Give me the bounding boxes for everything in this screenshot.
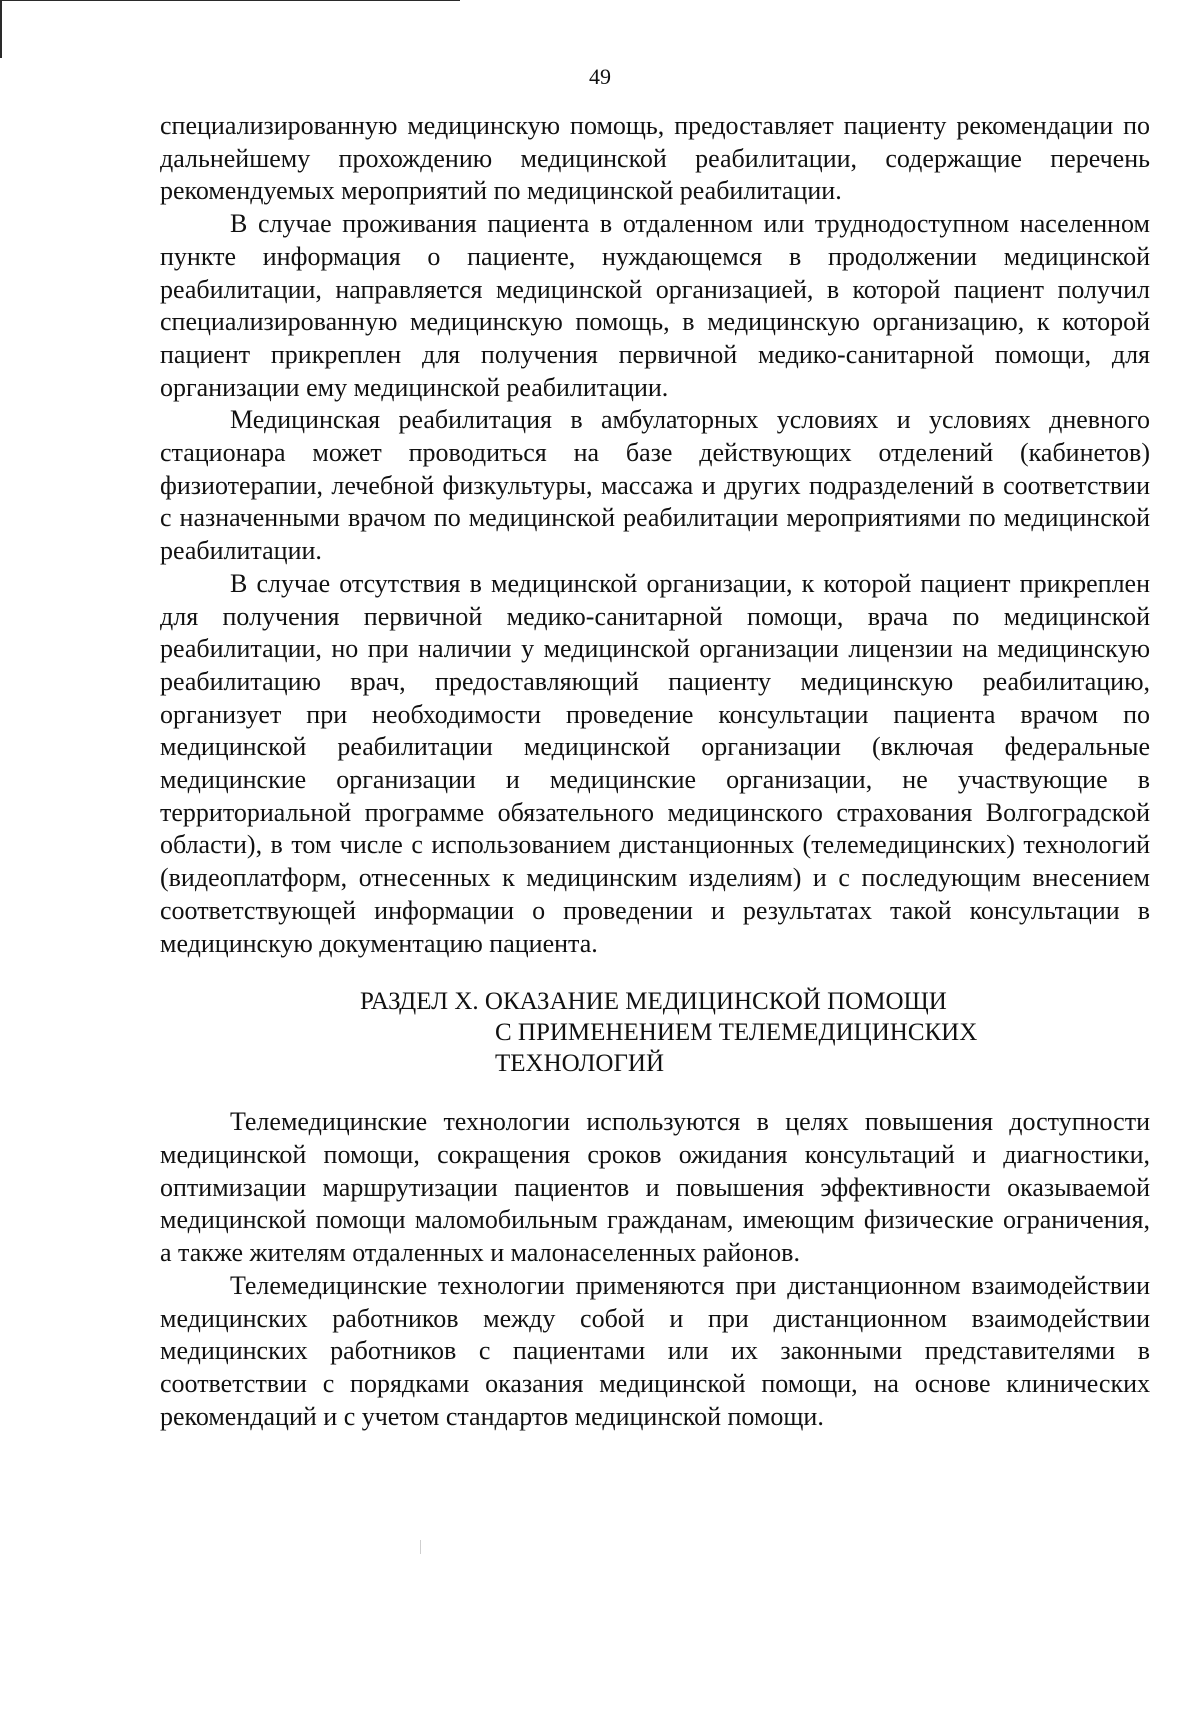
section-heading — [160, 986, 1150, 1079]
scan-border-left — [0, 0, 2, 58]
paragraph-outpatient-rehab: Медицинская реабилитация в амбулаторных условиях и условиях дневного стационара может проводиться на базе действующих отделений (кабинетов) физиотерапии, лечебной физкультуры, массажа и других подразделений в соответствии с назначенными врачом по медицинской реабилитации мероприятиями по медицинской реабилитации. — [160, 405, 1150, 566]
section-heading-line-2: С ПРИМЕНЕНИЕМ ТЕЛЕМЕДИЦИНСКИХ ТЕХНОЛОГИЙ — [495, 1019, 978, 1078]
page-number: 49 — [589, 64, 611, 89]
scan-artifact — [420, 1540, 421, 1554]
paragraph-no-rehab-doctor: В случае отсутствия в медицинской организации, к которой пациент прикреплен для получения первичной медико-санитарной помощи, врача по медицинской реабилитации, но при наличии у медицинской организации лицензии на медицинскую реабилитацию врач, предоставляющий пациенту медицинскую реабилитацию, организует при необходимости проведение консультации пациента врачом по медицинской реабилитации медицинской организации (включая федеральные медицинские организации и медицинские организации, не участвующие в территориальной программе обязательного медицинского страхования Волгоградской области), в том числе с использованием дистанционных (телемедицинских) технологий (видеоплатформ, отнесенных к медицинским изделиям) и с последующим внесением соответствующей информации о проведении и результатах такой консультации в медицинскую документацию пациента. — [160, 568, 1150, 958]
paragraph-telemedicine-purpose: Телемедицинские технологии используются в целях повышения доступности медицинской помощи, сокращения сроков ожидания консультаций и диагностики, оптимизации маршрутизации пациентов и повышения эффективности оказываемой медицинской помощи маломобильным гражданам, имеющим физические ограничения, а также жителям отдаленных и малонаселенных районов. — [160, 1107, 1150, 1268]
paragraph-remote-residence: В случае проживания пациента в отдаленном или труднодоступном населенном пункте информация о пациенте, нуждающемся в продолжении медицинской реабилитации, направляется медицинской организацией, в которой пациент получил специализированную медицинскую помощь, в медицинскую организацию, к которой пациент прикреплен для получения первичной медико-санитарной помощи, для организации ему медицинской реабилитации. — [160, 209, 1150, 402]
paragraph-telemedicine-application: Телемедицинские технологии применяются при дистанционном взаимодействии медицинских работников между собой и при дистанционном взаимодействии медицинских работников с пациентами или их законными представителями в соответствии с порядками оказания медицинской помощи, на основе клинических рекомендаций и с учетом стандартов медицинской помощи. — [160, 1270, 1150, 1431]
section-heading-line-1: РАЗДЕЛ X. ОКАЗАНИЕ МЕДИЦИНСКОЙ ПОМОЩИ — [360, 988, 947, 1016]
paragraph-continuation: специализированную медицинскую помощь, предоставляет пациенту рекомендации по дальнейшему прохождению медицинской реабилитации, содержащие перечень рекомендуемых мероприятий по медицинской реабилитации. — [160, 111, 1150, 206]
scan-border-top — [0, 0, 460, 1]
document-body — [160, 110, 1150, 1433]
